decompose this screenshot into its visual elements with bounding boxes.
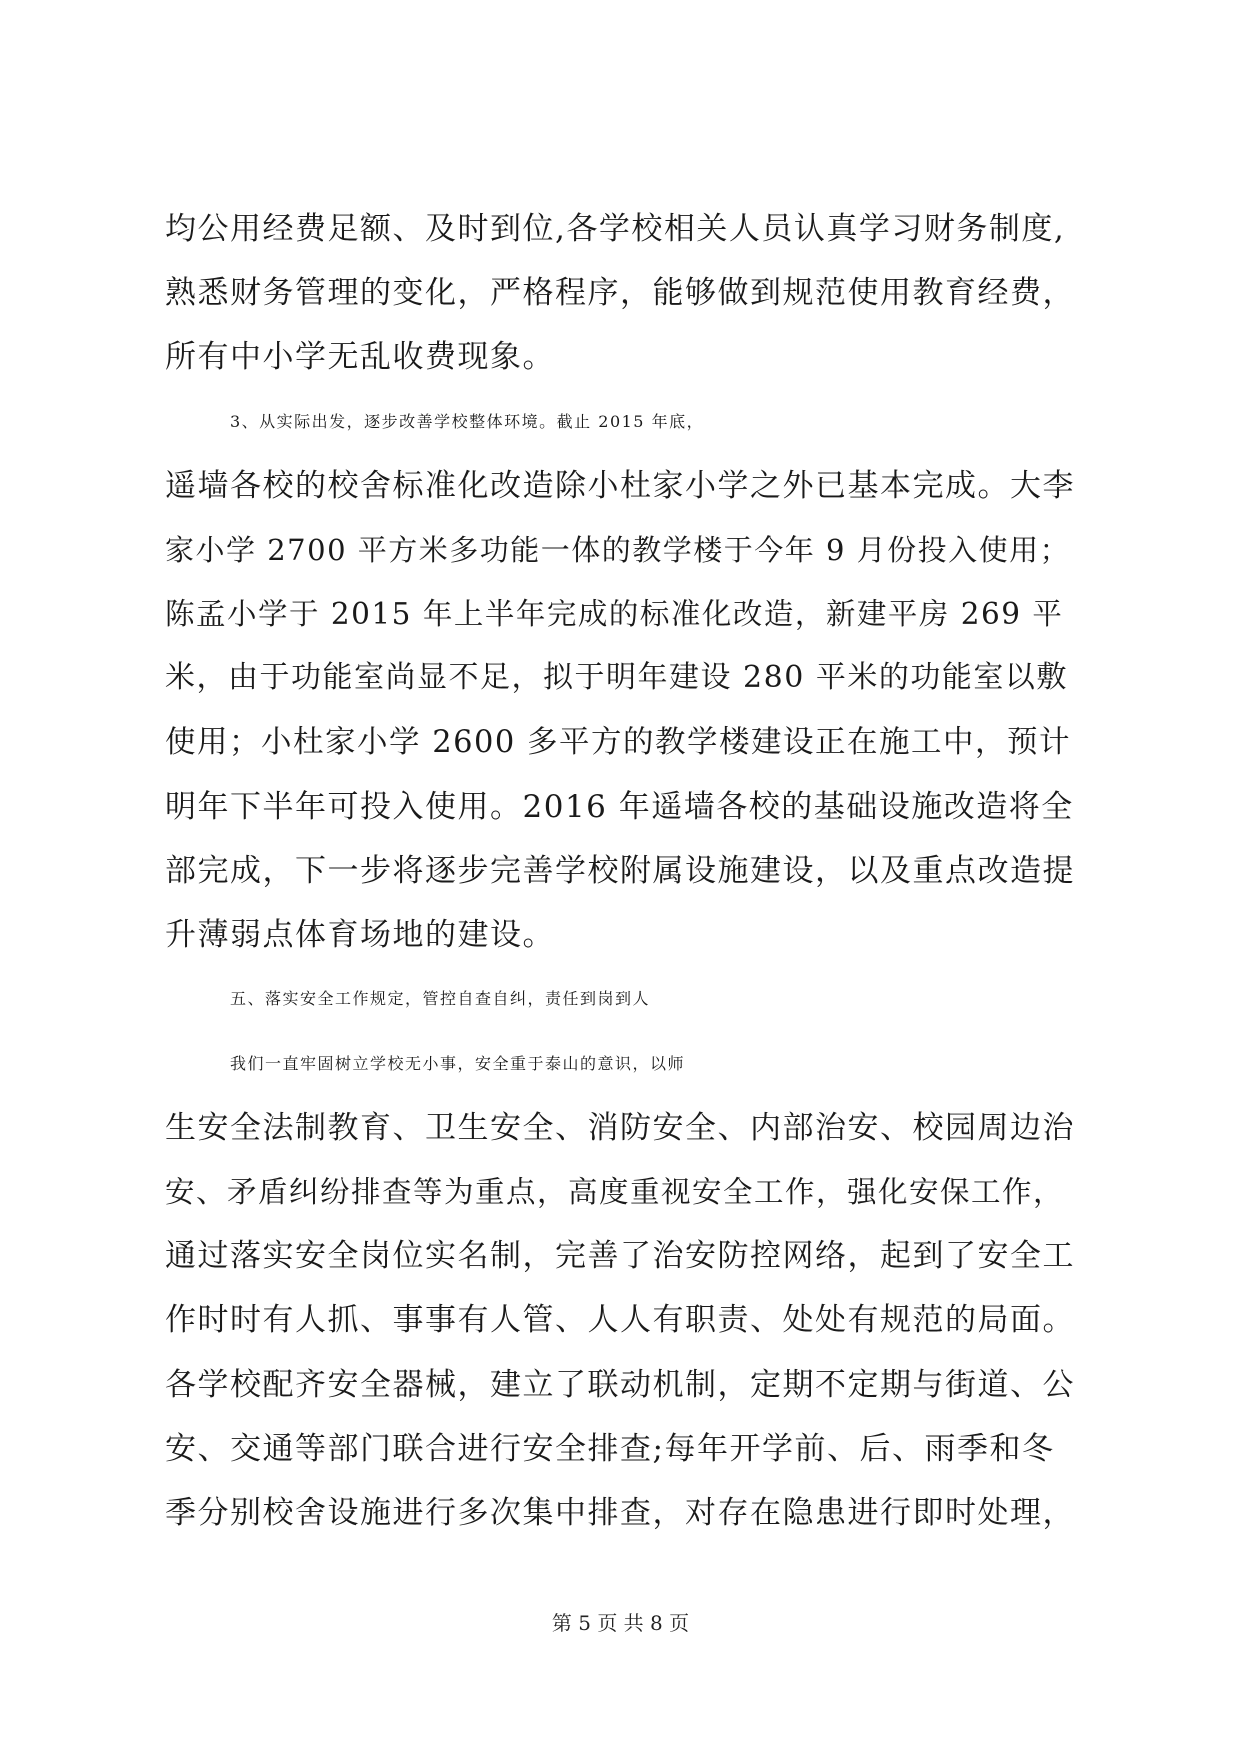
text-line: 部完成，下一步将逐步完善学校附属设施建设，以及重点改造提 (165, 853, 1075, 889)
text-line: 3、从实际出发，逐步改善学校整体环境。截止 2015 年底， (230, 412, 705, 431)
text-line: 所有中小学无乱收费现象。 (165, 339, 555, 375)
text-line: 米，由于功能室尚显不足，拟于明年建设 280 平米的功能室以敷 (165, 660, 1068, 695)
section-heading: 五、落实安全工作规定，管控自查自纠，责任到岗到人 (230, 989, 651, 1008)
text-line: 明年下半年可投入使用。2016 年遥墙各校的基础设施改造将全 (165, 789, 1074, 825)
text-line: 生安全法制教育、卫生安全、消防安全、内部治安、校园周边治 (165, 1110, 1075, 1146)
text-line: 各学校配齐安全器械，建立了联动机制，定期不定期与街道、公 (165, 1367, 1075, 1403)
text-line: 熟悉财务管理的变化，严格程序，能够做到规范使用教育经费， (165, 275, 1075, 311)
text-line: 遥墙各校的校舍标准化改造除小杜家小学之外已基本完成。大李 (165, 468, 1075, 504)
text-line: 安、交通等部门联合进行安全排查;每年开学前、后、雨季和冬 (165, 1431, 1055, 1467)
text-line: 通过落实安全岗位实名制，完善了治安防控网络，起到了安全工 (165, 1238, 1075, 1274)
page-footer: 第 5 页 共 8 页 (551, 1611, 690, 1635)
text-line: 作时时有人抓、事事有人管、人人有职责、处处有规范的局面。 (165, 1302, 1075, 1338)
text-line: 陈孟小学于 2015 年上半年完成的标准化改造，新建平房 269 平 (165, 597, 1064, 631)
text-line: 使用；小杜家小学 2600 多平方的教学楼建设正在施工中，预计 (165, 725, 1072, 760)
text-line: 我们一直牢固树立学校无小事，安全重于泰山的意识，以师 (230, 1054, 686, 1073)
text-line: 季分别校舍设施进行多次集中排查，对存在隐患进行即时处理， (165, 1495, 1075, 1531)
text-line: 安、矛盾纠纷排查等为重点，高度重视安全工作，强化安保工作， (165, 1175, 1065, 1209)
text-line: 均公用经费足额、及时到位,各学校相关人员认真学习财务制度, (165, 211, 1066, 247)
text-line: 升薄弱点体育场地的建设。 (165, 917, 555, 953)
text-line: 家小学 2700 平方米多功能一体的教学楼于今年 9 月份投入使用； (165, 533, 1071, 567)
